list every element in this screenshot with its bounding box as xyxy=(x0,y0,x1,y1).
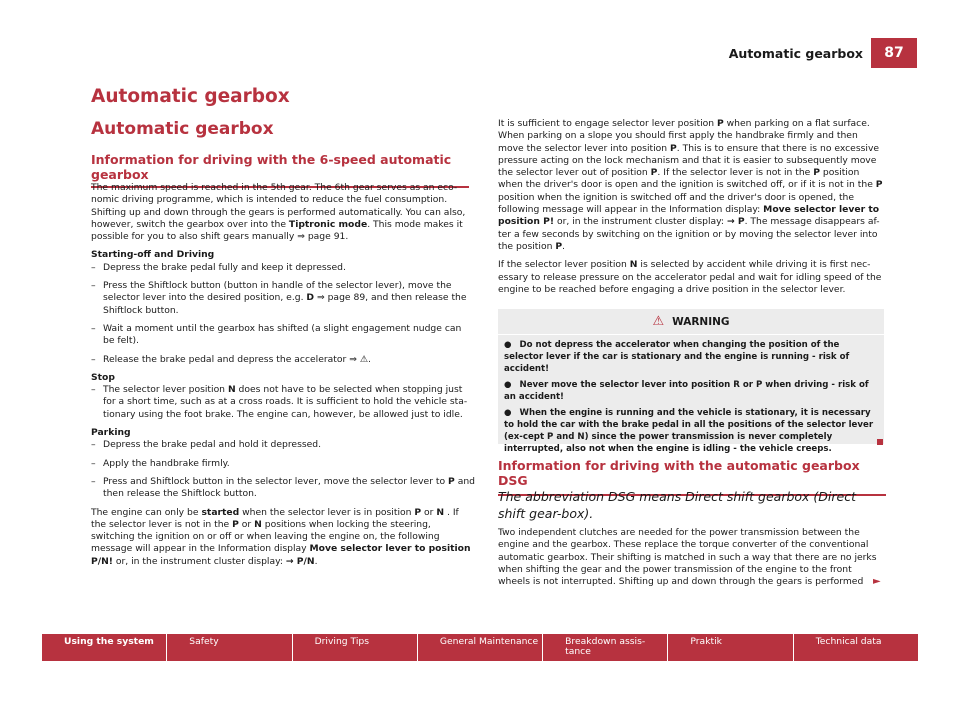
dsg-lead: The abbreviation DSG means Direct shift gearbox (Direct shift gear-box). xyxy=(498,489,856,521)
warning-triangle-icon: ⚠ xyxy=(652,314,665,329)
nav-tab-technical-data[interactable]: Technical data xyxy=(794,634,918,661)
nav-tab-praktik[interactable]: Praktik xyxy=(668,634,792,661)
list-item: – Press and Shiftlock button in the selector lever, move the selector lever to P and then release the Shiftlock button. xyxy=(91,476,475,501)
running-header-title: Automatic gearbox xyxy=(728,46,863,61)
nav-tab-safety[interactable]: Safety xyxy=(167,634,291,661)
nav-tab-breakdown-assistance[interactable]: Breakdown assis-tance xyxy=(543,634,667,661)
list-item: – Wait a moment until the gearbox has shifted (a slight engagement nudge can be felt). xyxy=(91,323,475,348)
list-item: – Depress the brake pedal and hold it depressed. xyxy=(91,439,475,451)
right-column xyxy=(498,118,886,302)
intro-paragraph: The maximum speed is reached in the 5th gear. The 6th gear serves as an eco-nomic driving programme, which is intended to reduce the fuel consumption. Shifting up and down through the gears is performed automatically. You can also, however, switch the gearbox over into the Tiptronic mode. This mode makes it possible for you to also shift gears manually ⇒ page 91. xyxy=(91,182,466,243)
section-title: Automatic gearbox xyxy=(91,119,274,139)
chapter-navigation-bar xyxy=(42,634,918,661)
list-item: – The selector lever position N does not have to be selected when stopping just for a short time, such as at a cross roads. It is sufficient to hold the vehicle sta-tionary using the foot brake. The engine can, however, be allowed just to idle. xyxy=(91,384,475,421)
engine-start-paragraph: The engine can only be started when the selector lever is in position P or N . If the selector lever is not in the P or N positions when locking the steering, switching the ignition on or off or when leaving the engine on, the following message will appear in the Information display Move selector lever to position P/N! or, in the instrument cluster display: → P/N. xyxy=(91,506,471,567)
dsg-paragraph: Two independent clutches are needed for the power transmission between the engine and the gearbox. These replace the torque converter of the conventional automatic gearbox. Their shifting is matched in such a way that there are no jerks when shifting the gear and the power transmission of the engine to the front wheels is not interrupted. Shifting up and down through the gears is performed xyxy=(498,527,877,588)
warning-box xyxy=(498,309,884,454)
nav-tab-general-maintenance[interactable]: General Maintenance xyxy=(418,634,542,661)
parking-label: Parking xyxy=(91,427,131,439)
list-item: – Press the Shiftlock button (button in handle of the selector lever), move the selector lever into the desired position, e.g. D ⇒ page 89, and then release the Shiftlock button. xyxy=(91,280,475,317)
list-item: – Release the brake pedal and depress the accelerator ⇒ ⚠. xyxy=(91,354,475,366)
warning-item: ● Do not depress the accelerator when changing the position of the selector lever if the car is stationary and the engine is running - risk of accident! xyxy=(504,340,850,374)
neutral-paragraph: If the selector lever position N is selected by accident while driving it is first nec-essary to release pressure on the accelerator pedal and wait for idling speed of the engine to be reached before engaging a drive position in the selector lever. xyxy=(498,259,882,295)
list-item: – Depress the brake pedal fully and keep it depressed. xyxy=(91,262,475,274)
parking-paragraph: It is sufficient to engage selector lever position P when parking on a flat surface. When parking on a slope you should first apply the handbrake firmly and then move the selector lever into position P. This is to ensure that there is no excessive pressure acting on the lock mechanism and that it is easier to subsequently move the selector lever out of position P. If the selector lever is not in the P position when the driver's door is open and the ignition is switched off, or if it is not in the P position when the ignition is switched off and the driver's door is opened, the following message will appear in the Information display: Move selector lever to position P! or, in the instrument cluster display: → P. The message disappears af-ter a few seconds by switching on the ignition or by moving the selector lever into the position P. xyxy=(498,118,883,252)
chapter-title: Automatic gearbox xyxy=(91,86,290,107)
subsection-title-6-speed: Information for driving with the 6-speed automatic gearbox xyxy=(91,152,469,188)
warning-body xyxy=(498,335,884,463)
bullet-icon: ● xyxy=(504,408,512,418)
bullet-icon: ● xyxy=(504,380,512,390)
warning-item: ● Never move the selector lever into position R or P when driving - risk of an accident! xyxy=(504,380,869,402)
continue-arrow-icon: ► xyxy=(873,576,881,587)
bullet-icon: ● xyxy=(504,340,512,350)
warning-header xyxy=(498,309,884,335)
starting-label: Starting-off and Driving xyxy=(91,249,215,261)
stop-label: Stop xyxy=(91,371,115,383)
warning-heading: WARNING xyxy=(672,315,730,328)
warning-item: ● When the engine is running and the vehicle is stationary, it is necessary to hold the car with the brake pedal in all the positions of the selector lever (ex-cept P and N) since the power transmission is never completely interrupted, also not when the engine is idling - the vehicle creeps. xyxy=(504,408,874,454)
page-number: 87 xyxy=(871,38,917,68)
list-item: – Apply the handbrake firmly. xyxy=(91,458,475,470)
left-column xyxy=(91,182,475,574)
section-end-marker-icon xyxy=(877,439,883,445)
nav-tab-driving-tips[interactable]: Driving Tips xyxy=(293,634,417,661)
subsection-title-dsg: Information for driving with the automatic gearbox DSG xyxy=(498,458,886,496)
nav-tab-using-the-system[interactable]: Using the system xyxy=(42,634,166,661)
